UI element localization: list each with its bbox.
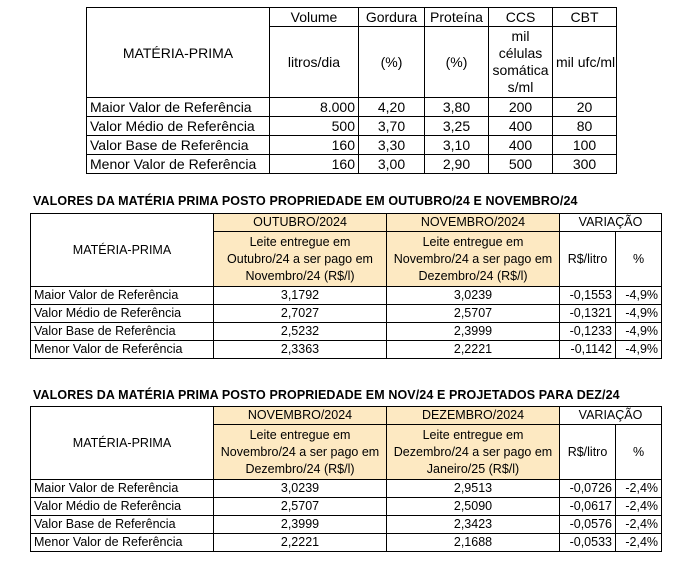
cell-value: 8.000	[270, 98, 359, 117]
row-label: Valor Base de Referência	[31, 516, 214, 534]
table-row	[87, 136, 617, 155]
cell-value: 3,00	[359, 155, 425, 174]
cell-value: 3,70	[359, 117, 425, 136]
cell-variation: -0,1321	[560, 305, 616, 323]
variation-header: VARIAÇÃO	[560, 214, 662, 232]
october-description: Leite entregue em Outubro/24 a ser pago em Novembro/24 (R$/l)	[214, 232, 387, 287]
cell-value: 2,7027	[214, 305, 387, 323]
cell-value: 2,3363	[214, 341, 387, 359]
cell-value: 100	[553, 136, 617, 155]
cell-value: 200	[489, 98, 553, 117]
november-description: Leite entregue em Novembro/24 a ser pago em Dezembro/24 (R$/l)	[214, 425, 387, 480]
cell-value: 2,5707	[387, 305, 560, 323]
cell-value: 2,3423	[387, 516, 560, 534]
cell-value: 3,10	[425, 136, 489, 155]
table-row	[31, 305, 662, 323]
row-label: Valor Base de Referência	[87, 136, 270, 155]
unit-ccs: mil células somática s/ml	[489, 27, 553, 98]
cell-value: 80	[553, 117, 617, 136]
table2-row-header: MATÉRIA-PRIMA	[31, 214, 214, 287]
cell-value: 300	[553, 155, 617, 174]
table-row	[31, 341, 662, 359]
cell-variation: -0,0576	[560, 516, 616, 534]
cell-percent: -4,9%	[616, 323, 662, 341]
variation-unit-percent: %	[616, 232, 662, 287]
column-header-cbt: CBT	[553, 8, 617, 27]
row-label: Maior Valor de Referência	[87, 98, 270, 117]
cell-value: 500	[270, 117, 359, 136]
table-row	[31, 287, 662, 305]
cell-variation: -0,1142	[560, 341, 616, 359]
row-label: Maior Valor de Referência	[31, 287, 214, 305]
unit-cbt: mil ufc/ml	[553, 27, 617, 98]
variation-unit-rs-litro: R$/litro	[560, 425, 616, 480]
cell-value: 2,2221	[214, 534, 387, 552]
cell-variation: -0,0726	[560, 480, 616, 498]
cell-value: 2,3999	[387, 323, 560, 341]
month-header-november: NOVEMBRO/2024	[387, 214, 560, 232]
cell-value: 2,5232	[214, 323, 387, 341]
oct-nov-values-table	[30, 213, 662, 359]
cell-percent: -4,9%	[616, 341, 662, 359]
cell-value: 3,0239	[387, 287, 560, 305]
cell-value: 2,2221	[387, 341, 560, 359]
row-label: Menor Valor de Referência	[31, 341, 214, 359]
row-label: Valor Médio de Referência	[31, 305, 214, 323]
unit-proteina: (%)	[425, 27, 489, 98]
month-header-december: DEZEMBRO/2024	[387, 407, 560, 425]
unit-volume: litros/dia	[270, 27, 359, 98]
unit-gordura: (%)	[359, 27, 425, 98]
cell-value: 2,1688	[387, 534, 560, 552]
cell-value: 20	[553, 98, 617, 117]
cell-value: 4,20	[359, 98, 425, 117]
cell-variation: -0,1553	[560, 287, 616, 305]
cell-value: 500	[489, 155, 553, 174]
cell-value: 160	[270, 155, 359, 174]
cell-value: 3,25	[425, 117, 489, 136]
cell-value: 3,0239	[214, 480, 387, 498]
section-title-nov-dec: VALORES DA MATÉRIA PRIMA POSTO PROPRIEDADE EM NOV/24 E PROJETADOS PARA DEZ/24	[33, 388, 620, 402]
section-title-oct-nov: VALORES DA MATÉRIA PRIMA POSTO PROPRIEDADE EM OUTUBRO/24 E NOVEMBRO/24	[33, 194, 578, 208]
table-row	[31, 480, 662, 498]
cell-percent: -2,4%	[616, 534, 662, 552]
cell-percent: -2,4%	[616, 516, 662, 534]
nov-dec-values-table	[30, 406, 662, 552]
row-label: Valor Médio de Referência	[31, 498, 214, 516]
column-header-gordura: Gordura	[359, 8, 425, 27]
cell-variation: -0,1233	[560, 323, 616, 341]
row-label: Menor Valor de Referência	[31, 534, 214, 552]
cell-value: 3,30	[359, 136, 425, 155]
table3-row-header: MATÉRIA-PRIMA	[31, 407, 214, 480]
cell-value: 3,80	[425, 98, 489, 117]
table-row	[87, 155, 617, 174]
month-header-november: NOVEMBRO/2024	[214, 407, 387, 425]
variation-unit-rs-litro: R$/litro	[560, 232, 616, 287]
table-row	[31, 534, 662, 552]
cell-percent: -2,4%	[616, 498, 662, 516]
cell-variation: -0,0533	[560, 534, 616, 552]
table-row	[31, 323, 662, 341]
cell-variation: -0,0617	[560, 498, 616, 516]
cell-value: 2,90	[425, 155, 489, 174]
cell-percent: -4,9%	[616, 305, 662, 323]
cell-percent: -2,4%	[616, 480, 662, 498]
row-label: Valor Base de Referência	[31, 323, 214, 341]
cell-value: 2,5090	[387, 498, 560, 516]
table-row	[31, 498, 662, 516]
variation-header: VARIAÇÃO	[560, 407, 662, 425]
cell-value: 400	[489, 136, 553, 155]
cell-value: 2,5707	[214, 498, 387, 516]
table1-row-header: MATÉRIA-PRIMA	[87, 8, 270, 98]
cell-value: 160	[270, 136, 359, 155]
month-header-october: OUTUBRO/2024	[214, 214, 387, 232]
row-label: Menor Valor de Referência	[87, 155, 270, 174]
table-row	[87, 117, 617, 136]
column-header-proteina: Proteína	[425, 8, 489, 27]
cell-value: 3,1792	[214, 287, 387, 305]
table-row	[31, 516, 662, 534]
column-header-ccs: CCS	[489, 8, 553, 27]
table-row	[87, 98, 617, 117]
cell-value: 400	[489, 117, 553, 136]
cell-percent: -4,9%	[616, 287, 662, 305]
cell-value: 2,3999	[214, 516, 387, 534]
variation-unit-percent: %	[616, 425, 662, 480]
november-description: Leite entregue em Novembro/24 a ser pago em Dezembro/24 (R$/l)	[387, 232, 560, 287]
december-description: Leite entregue em Dezembro/24 a ser pago em Janeiro/25 (R$/l)	[387, 425, 560, 480]
cell-value: 2,9513	[387, 480, 560, 498]
row-label: Maior Valor de Referência	[31, 480, 214, 498]
column-header-volume: Volume	[270, 8, 359, 27]
row-label: Valor Médio de Referência	[87, 117, 270, 136]
raw-material-reference-table	[86, 7, 617, 174]
